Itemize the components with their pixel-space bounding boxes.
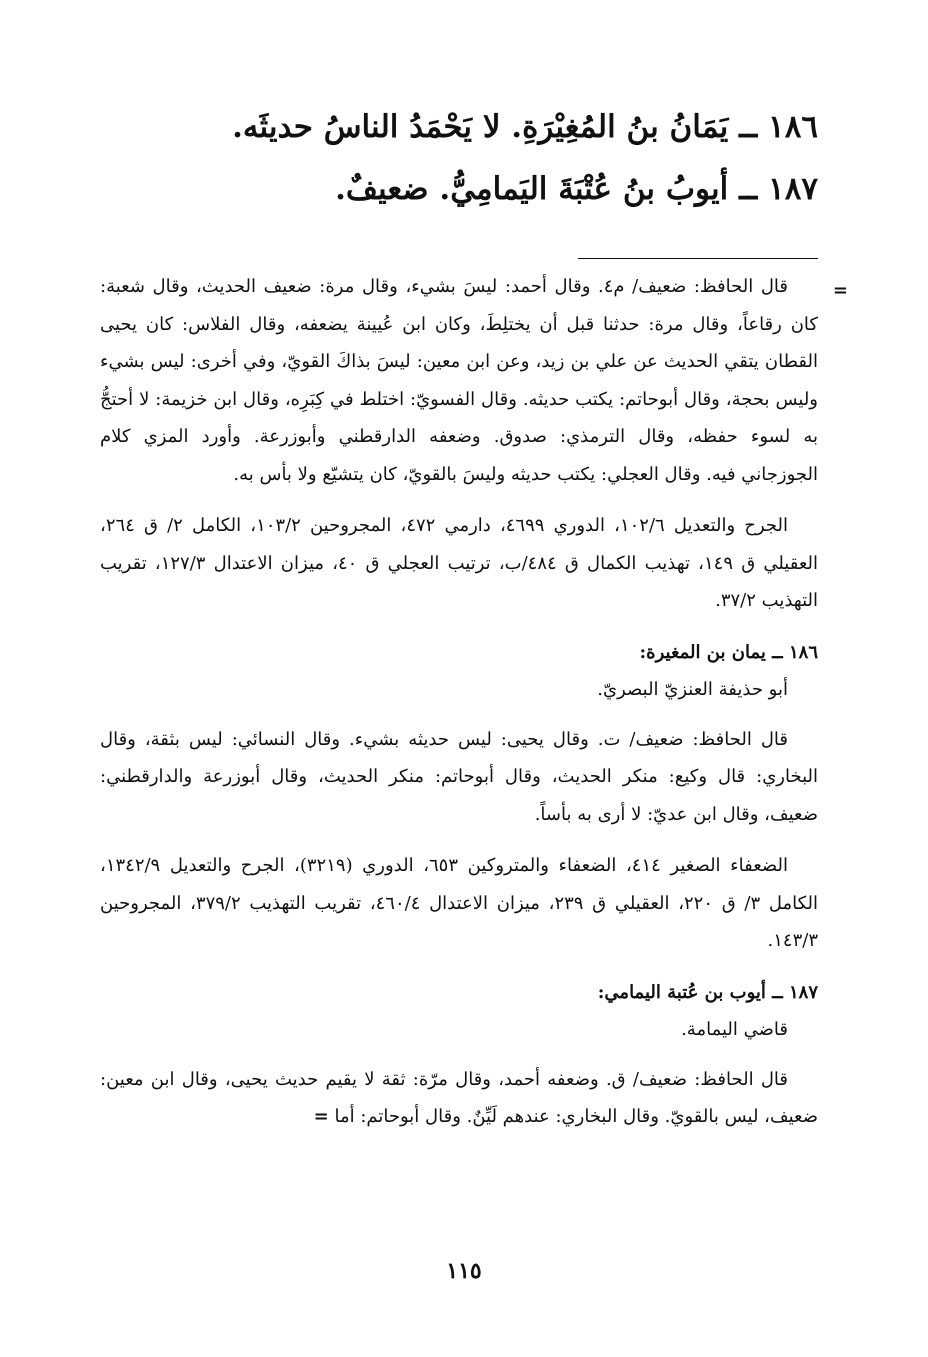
page-number: ١١٥ bbox=[446, 1258, 482, 1284]
entry-186-heading: ١٨٦ ــ يمان بن المغيرة: bbox=[639, 641, 818, 663]
continuation-mark-end: = bbox=[313, 1106, 329, 1127]
footnotes bbox=[100, 268, 848, 1150]
continuation-mark-start: = bbox=[832, 280, 848, 301]
entry-186-sources: الضعفاء الصغير ٤١٤، الضعفاء والمتروكين ٦٥٣، الدوري (٣٢١٩)، الجرح والتعديل ١٣٤٢/٩، الكامل ٣/ ق ٢٢٠، العقيلي ق ٢٣٩، ميزان الاعتدال ٤٦٠/٤، تقريب التهذيب ٣٧٩/٢، المجروحين ١٤٣/٣. bbox=[100, 855, 819, 951]
entry-187-subtitle: قاضي اليمامة. bbox=[681, 1019, 788, 1040]
main-text bbox=[120, 96, 818, 220]
prev-entry-commentary: قال الحافظ: ضعيف/ م٤. وقال أحمد: ليسَ بشيء، وقال مرة: ضعيف الحديث، وقال شعبة: كان رقاعاً، وقال مرة: حدثنا قبل أن يختلِطَ، وكان ابن عُيينة يضعفه، وقال الفلاس: كان يحيى القطان يتقي الحديث عن علي بن زيد، وعن ابن معين: ليسَ بذاكَ القويّ، وفي أخرى: ليس بشيء وليس بحجة، وقال أبوحاتم: يكتب حديثه. وقال الفسويّ: اختلط في كِبَرِه، وقال ابن خزيمة: لا أحتجُّ به لسوء حفظه، وقال الترمذي: صدوق. وضعفه الدارقطني وأبوزرعة. وأورد المزي كلام الجوزجاني فيه. وقال العجلي: يكتب حديثه وليسَ بالقويّ، كان يتشيّع ولا بأس به. bbox=[100, 276, 818, 485]
prev-entry-sources: الجرح والتعديل ١٠٢/٦، الدوري ٤٦٩٩، دارمي ٤٧٢، المجروحين ١٠٣/٢، الكامل ٢/ ق ٢٦٤، العقيلي ق ١٤٩، تهذيب الكمال ق ٤٨٤/ب، ترتيب العجلي ق ٤٠، ميزان الاعتدال ١٢٧/٣، تقريب التهذيب ٣٧/٢. bbox=[100, 515, 819, 611]
entry-186-subtitle: أبو حذيفة العنزيّ البصريّ. bbox=[597, 679, 788, 700]
main-entry-186: ١٨٦ ــ يَمَانُ بنُ المُغِيْرَةِ. لا يَحْمَدُ الناسُ حديثَه. bbox=[232, 109, 818, 145]
entry-187-commentary-text: قال الحافظ: ضعيف/ ق. وضعفه أحمد، وقال مرّة: ثقة لا يقيم حديث يحيى، وقال ابن معين: ضعيف، ليس بالقويّ. وقال البخاري: عندهم لَيِّنٌ. وقال أبوحاتم: أما bbox=[100, 1068, 818, 1127]
entry-186-commentary: قال الحافظ: ضعيف/ ت. وقال يحيى: ليس حديثه بشيء. وقال النسائي: ليس بثقة، وقال البخاري: قال وكيع: منكر الحديث، وقال أبوحاتم: منكر الحديث، وقال أبوزرعة والدارقطني: ضعيف، وقال ابن عديّ: لا أرى به بأساً. bbox=[100, 728, 818, 825]
entry-187-commentary bbox=[100, 1061, 818, 1136]
entry-187-heading: ١٨٧ ــ أيوب بن عُتبة اليمامي: bbox=[597, 981, 818, 1003]
footnote-separator bbox=[578, 258, 818, 259]
main-entry-187: ١٨٧ ــ أيوبُ بنُ عُتْبَةَ اليَمامِيُّ. ضعيفٌ. bbox=[335, 171, 818, 207]
